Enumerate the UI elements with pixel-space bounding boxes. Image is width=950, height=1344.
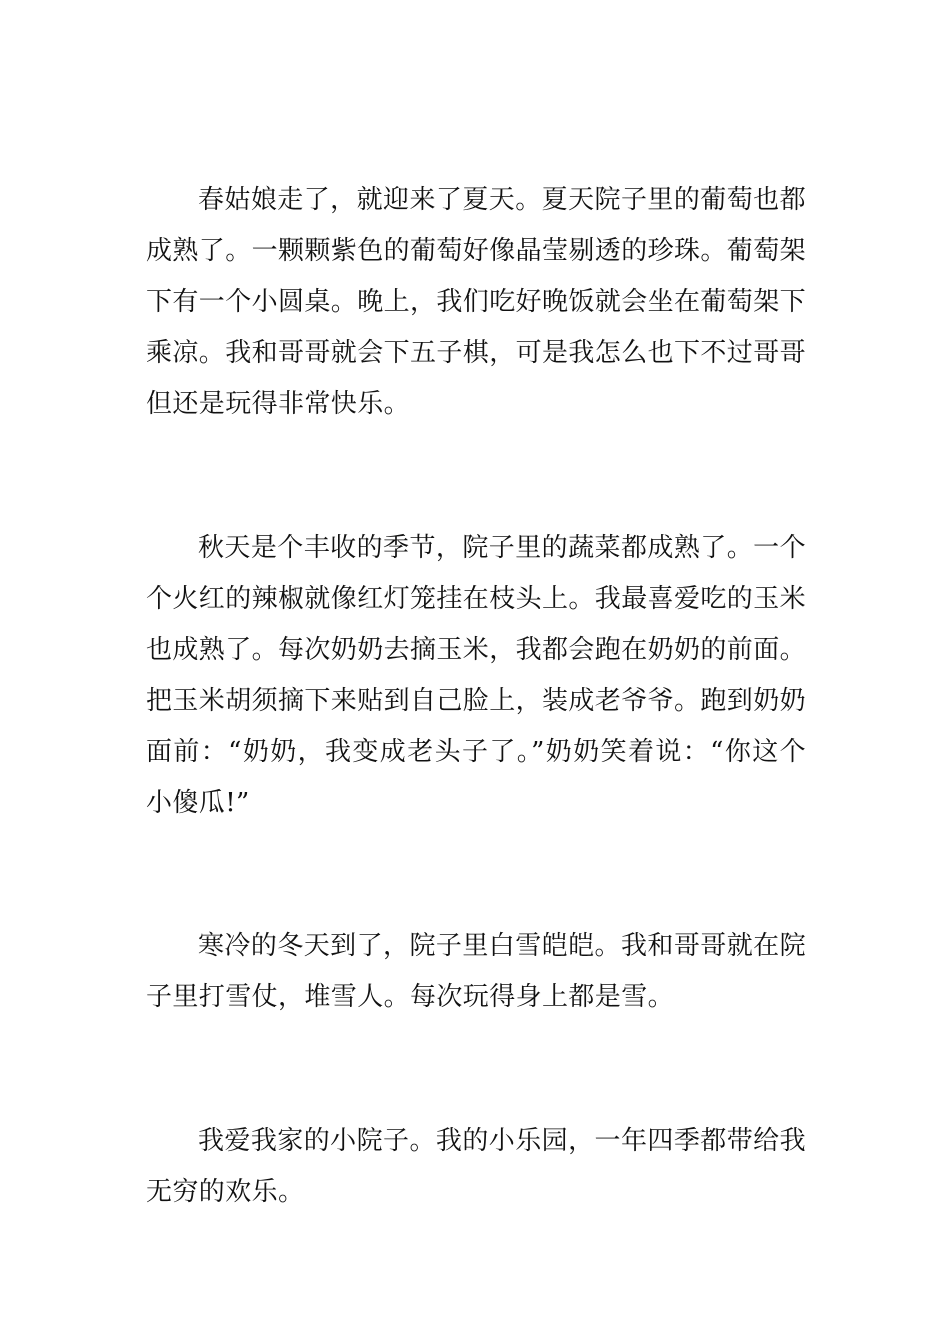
paragraph-summer: 春姑娘走了，就迎来了夏天。夏天院子里的葡萄也都成熟了。一颗颗紫色的葡萄好像晶莹剔透的珍珠。葡萄架下有一个小圆桌。晚上，我们吃好晚饭就会坐在葡萄架下乘凉。我和哥哥就会下五子棋，可是我怎么也下不过哥哥但还是玩得非常快乐。 — [146, 185, 807, 419]
paragraph-conclusion: 我爱我家的小院子。我的小乐园，一年四季都带给我无穷的欢乐。 — [146, 1126, 806, 1207]
paragraph-winter: 寒冷的冬天到了，院子里白雪皑皑。我和哥哥就在院子里打雪仗，堆雪人。每次玩得身上都是雪。 — [146, 931, 806, 1012]
paragraph-autumn: 秋天是个丰收的季节，院子里的蔬菜都成熟了。一个个火红的辣椒就像红灯笼挂在枝头上。我最喜爱吃的玉米也成熟了。每次奶奶去摘玉米，我都会跑在奶奶的前面。把玉米胡须摘下来贴到自己脸上，装成老爷爷。跑到奶奶面前：“奶奶，我变成老头子了。”奶奶笑着说：“你这个小傻瓜!” — [146, 533, 807, 818]
